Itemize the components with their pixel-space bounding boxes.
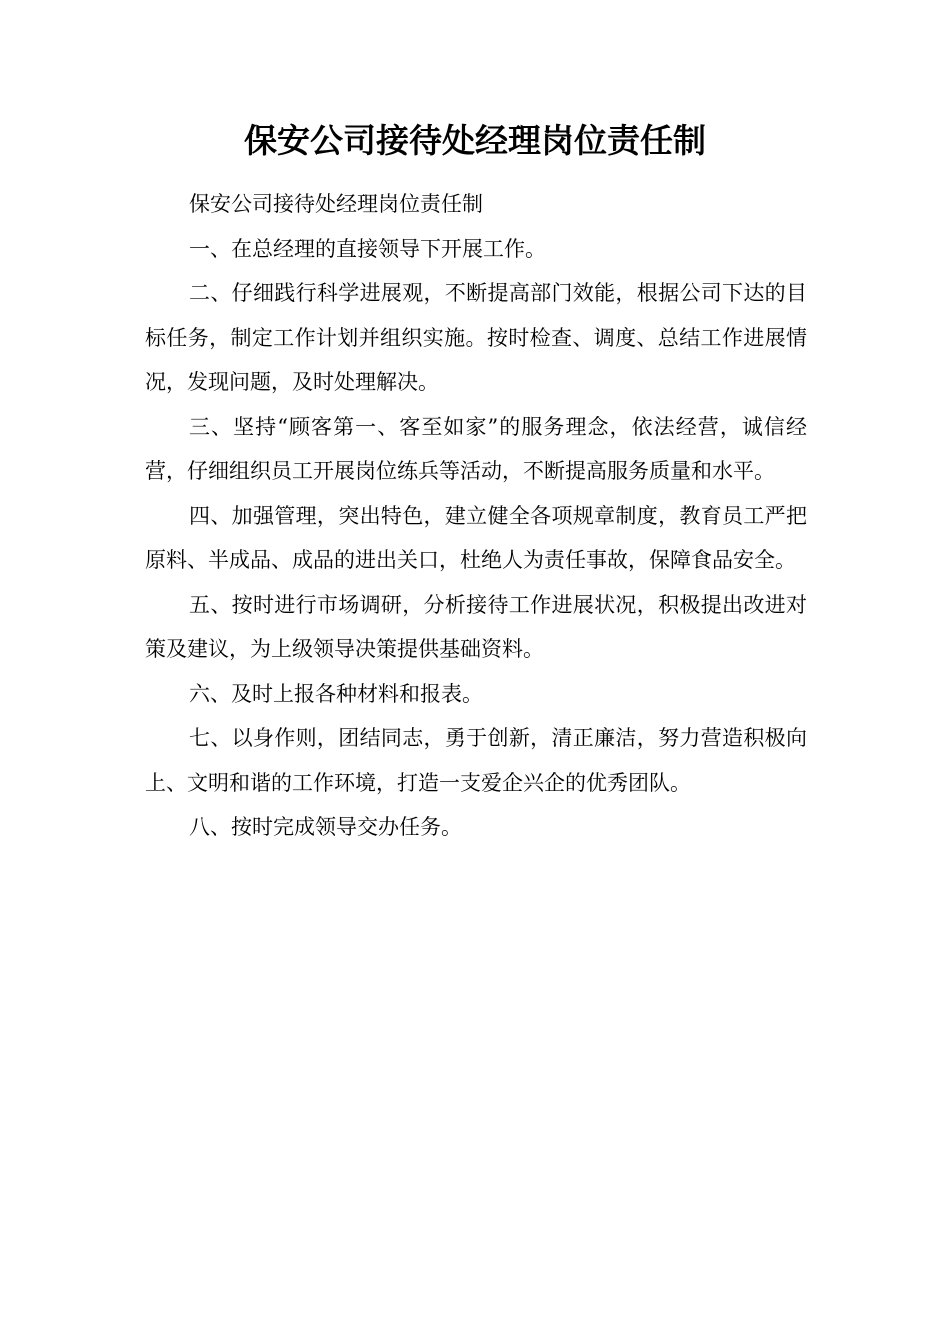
paragraph-item-6: 六、及时上报各种材料和报表。	[189, 681, 483, 706]
paragraph-item-1: 一、在总经理的直接领导下开展工作。	[189, 236, 546, 261]
document-title: 保安公司接待处经理岗位责任制	[244, 121, 706, 160]
paragraph-item-3: 三、坚持“顾客第一、客至如家”的服务理念，依法经营，诚信经营，仔细组织员工开展岗位练兵等活动，不断提高服务质量和水平。	[145, 414, 807, 483]
paragraph-subtitle: 保安公司接待处经理岗位责任制	[189, 192, 483, 216]
paragraph-item-7: 七、以身作则，团结同志，勇于创新，清正廉洁，努力营造积极向上、文明和谐的工作环境，打造一支爱企兴企的优秀团队。	[145, 726, 807, 795]
paragraph-item-2: 二、仔细践行科学进展观，不断提高部门效能，根据公司下达的目标任务，制定工作计划并组织实施。按时检查、调度、总结工作进展情况，发现问题，及时处理解决。	[145, 281, 807, 394]
paragraph-item-4: 四、加强管理，突出特色，建立健全各项规章制度，教育员工严把原料、半成品、成品的进出关口，杜绝人为责任事故，保障食品安全。	[145, 503, 807, 572]
paragraph-item-5: 五、按时进行市场调研，分析接待工作进展状况，积极提出改进对策及建议，为上级领导决策提供基础资料。	[145, 592, 807, 661]
paragraph-item-8: 八、按时完成领导交办任务。	[189, 815, 462, 839]
document-body	[145, 182, 807, 850]
